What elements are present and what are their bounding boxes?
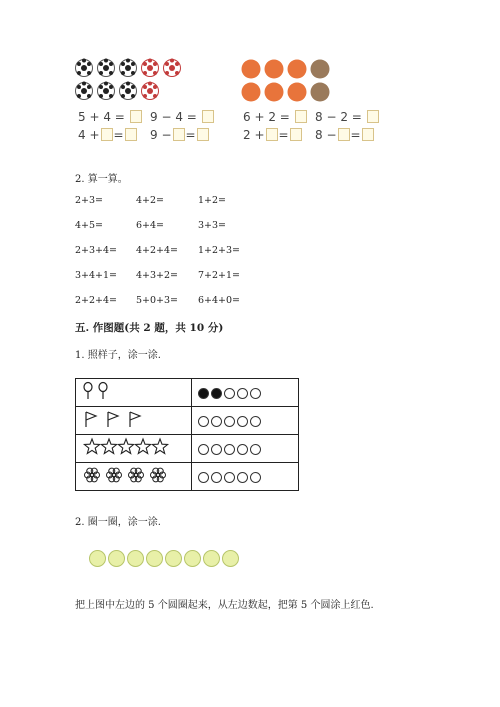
soccer-ball-icon	[98, 59, 115, 77]
calc-item: 1+2+3=	[198, 245, 241, 256]
rings-cell[interactable]	[192, 379, 299, 407]
calc-item: 5+0+3=	[136, 295, 179, 306]
equation-8-minus-2: 8 − 2 =	[315, 110, 380, 124]
empty-circle[interactable]	[237, 472, 248, 483]
question-1-label: 1. 照样子，涂一涂.	[75, 350, 161, 361]
instruction-text: 把上图中左边的 5 个圆圈起来，从左边数起，把第 5 个圆涂上红色.	[75, 600, 374, 611]
soccer-ball-icon	[120, 82, 137, 100]
flower-icon	[85, 468, 100, 482]
section-5-title: 五. 作图题(共 2 题，共 10 分)	[75, 322, 224, 334]
answer-box[interactable]	[338, 128, 350, 141]
empty-circle[interactable]	[198, 416, 209, 427]
empty-circle[interactable]	[224, 444, 235, 455]
equation-8-minus-blank: 8 − =	[315, 128, 375, 142]
star-icon	[82, 437, 178, 457]
filled-circle[interactable]	[211, 388, 222, 399]
soccer-ball-icon	[76, 82, 93, 100]
soccer-ball-icon	[142, 59, 159, 77]
answer-box[interactable]	[367, 110, 379, 123]
rings-cell[interactable]	[192, 463, 299, 491]
orange-fruit-icon	[242, 83, 261, 102]
brown-fruit-icon	[311, 60, 330, 79]
green-circle[interactable]	[89, 550, 106, 567]
section-2-title: 2. 算一算。	[75, 174, 128, 185]
green-circle[interactable]	[108, 550, 125, 567]
green-circle[interactable]	[165, 550, 182, 567]
empty-circle[interactable]	[237, 388, 248, 399]
soccer-ball-icon	[98, 82, 115, 100]
table-row	[76, 379, 299, 407]
balloon-icon	[82, 381, 122, 401]
star-icon	[101, 439, 116, 454]
empty-circle[interactable]	[250, 444, 261, 455]
fruit-picture	[240, 58, 340, 106]
star-icon	[152, 439, 167, 454]
calc-item: 7+2+1=	[198, 270, 241, 281]
flag-cell	[76, 407, 192, 435]
calc-item: 4+3+2=	[136, 270, 179, 281]
soccer-ball-icon	[76, 59, 93, 77]
brown-fruit-icon	[311, 83, 330, 102]
green-circle[interactable]	[127, 550, 144, 567]
filled-circle[interactable]	[198, 388, 209, 399]
answer-box[interactable]	[130, 110, 142, 123]
orange-fruit-icon	[242, 60, 261, 79]
empty-circle[interactable]	[237, 416, 248, 427]
orange-fruit-icon	[265, 83, 284, 102]
rings-cell[interactable]	[192, 407, 299, 435]
answer-box[interactable]	[202, 110, 214, 123]
answer-box[interactable]	[266, 128, 278, 141]
flower-icon	[129, 468, 144, 482]
calc-item: 6+4+0=	[198, 295, 241, 306]
empty-circle[interactable]	[198, 444, 209, 455]
question-2-label: 2. 圈一圈，涂一涂.	[75, 517, 161, 528]
empty-circle[interactable]	[250, 388, 261, 399]
equation-5-plus-4: 5 + 4 =	[78, 110, 143, 124]
calc-item: 6+4=	[136, 220, 165, 231]
calc-item: 2+2+4=	[75, 295, 118, 306]
equation-6-plus-2: 6 + 2 =	[243, 110, 308, 124]
star-icon	[135, 439, 150, 454]
empty-circle[interactable]	[224, 416, 235, 427]
orange-fruit-icon	[288, 83, 307, 102]
balloon-cell	[76, 379, 192, 407]
calc-item: 4+2+4=	[136, 245, 179, 256]
empty-circle[interactable]	[211, 472, 222, 483]
calc-item: 4+2=	[136, 195, 165, 206]
soccer-ball-icon	[164, 59, 181, 77]
calc-item: 4+5=	[75, 220, 104, 231]
table-row	[76, 407, 299, 435]
calc-item: 2+3+4=	[75, 245, 118, 256]
empty-circle[interactable]	[237, 444, 248, 455]
calc-item: 3+4+1=	[75, 270, 118, 281]
answer-box[interactable]	[101, 128, 113, 141]
answer-box[interactable]	[173, 128, 185, 141]
green-circle[interactable]	[146, 550, 163, 567]
answer-box[interactable]	[362, 128, 374, 141]
orange-fruit-icon	[265, 60, 284, 79]
empty-circle[interactable]	[211, 444, 222, 455]
calc-item: 2+3=	[75, 195, 104, 206]
answer-box[interactable]	[197, 128, 209, 141]
star-icon	[118, 439, 133, 454]
empty-circle[interactable]	[250, 472, 261, 483]
answer-box[interactable]	[295, 110, 307, 123]
soccer-balls-picture	[75, 58, 195, 106]
green-circle[interactable]	[203, 550, 220, 567]
rings-cell[interactable]	[192, 435, 299, 463]
green-circle[interactable]	[222, 550, 239, 567]
empty-circle[interactable]	[250, 416, 261, 427]
empty-circle[interactable]	[198, 472, 209, 483]
empty-circle[interactable]	[224, 472, 235, 483]
soccer-ball-icon	[120, 59, 137, 77]
answer-box[interactable]	[125, 128, 137, 141]
empty-circle[interactable]	[224, 388, 235, 399]
calc-item: 3+3=	[198, 220, 227, 231]
star-icon	[84, 439, 99, 454]
green-circle[interactable]	[184, 550, 201, 567]
equation-2-plus-blank: 2 + =	[243, 128, 303, 142]
flower-icon	[151, 468, 166, 482]
equation-9-minus-blank: 9 − =	[150, 128, 210, 142]
star-cell	[76, 435, 192, 463]
empty-circle[interactable]	[211, 416, 222, 427]
table-row	[76, 435, 299, 463]
answer-box[interactable]	[290, 128, 302, 141]
equation-4-plus-blank: 4 + =	[78, 128, 138, 142]
soccer-ball-icon	[142, 82, 159, 100]
coloring-table	[75, 378, 299, 491]
flower-icon	[107, 468, 122, 482]
flower-cell	[76, 463, 192, 491]
calc-item: 1+2=	[198, 195, 227, 206]
orange-fruit-icon	[288, 60, 307, 79]
equation-9-minus-4: 9 − 4 =	[150, 110, 215, 124]
table-row	[76, 463, 299, 491]
flag-icon	[82, 409, 152, 429]
flower-icon	[82, 465, 178, 485]
